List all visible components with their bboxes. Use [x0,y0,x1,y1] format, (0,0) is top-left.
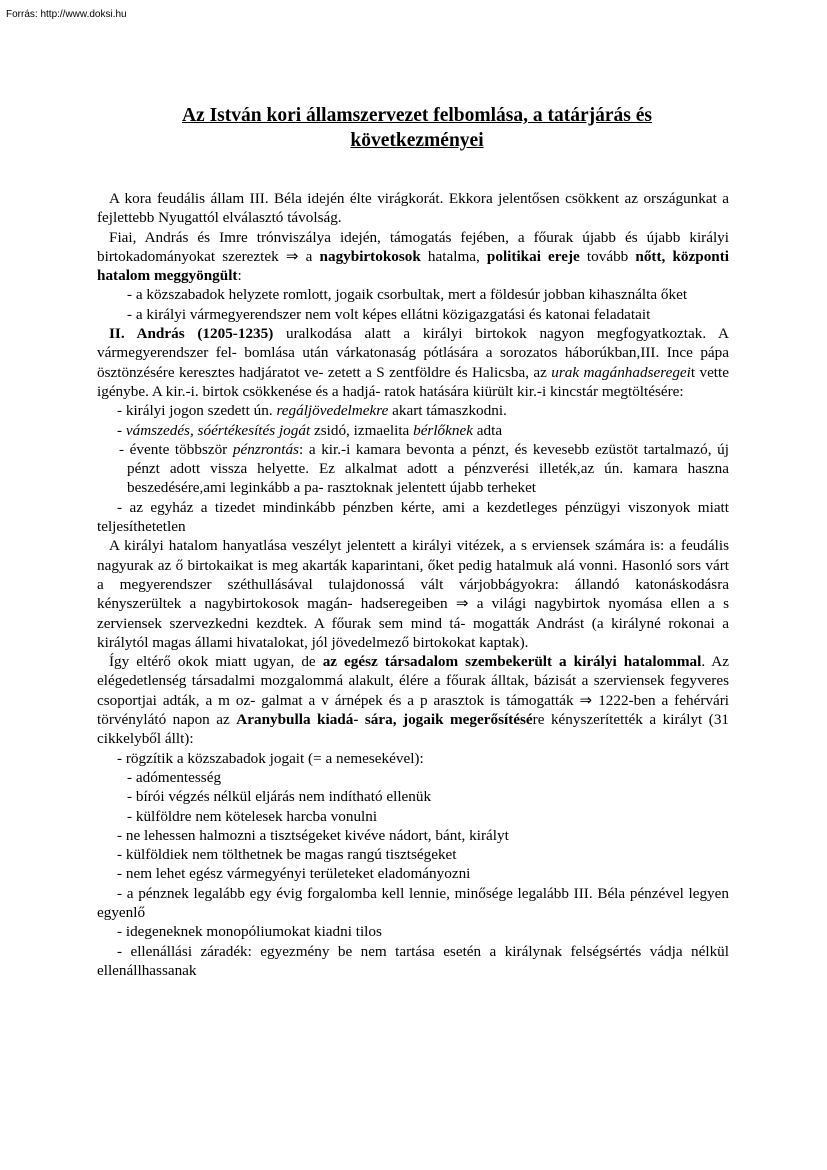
page-title [97,103,737,153]
list-item: - nem lehet egész vármegyényi területeket eladományozni [117,865,471,883]
list-item: - ne lehessen halmozni a tisztségeket kivéve nádort, bánt, királyt [117,826,509,844]
list-item: - külföldre nem kötelesek harcba vonulni [127,807,378,825]
list-item: - a pénznek legalább egy évig forgalomba kell lennie, minősége legalább III. Béla pénzével legyen egyenlő [97,884,729,921]
paragraph-throne-dispute: Fiai, András és Imre trónviszálya idején, támogatás fejében, a főurak újabb és újabb királyi birtokadományokat szereztek ⇒ a nagybirtokosok hatalma, politikai ereje tovább nőtt, központi hatalom meggyöngült: [97,228,730,285]
list-item: - ellenállási záradék: egyezmény be nem tartása esetén a királynak felségsértés vádja nélkül ellenállhassanak [97,942,729,979]
source-url: Forrás: http://www.doksi.hu [6,9,127,20]
list-item: - évente többször pénzrontás: a kir.-i kamara bevonta a pénzt, és kevesebb ezüstöt tartalmazó, új pénzt adott vissza helyette. Ez alkalmat adott a pénzverési illeték,az ún. kamara haszna beszedésére,ami leginkább a pa- rasztoknak jelentett újabb terheket [119,440,729,497]
paragraph-royal-power: A királyi hatalom hanyatlása veszélyt jelentett a királyi vitézek, a s erviensek számára is: a feudális nagyurak az ő birtokaikat is meg akarták kaparintani, őket pedig hatalmuk alá vonni. Hasonló sors várt a megyerendszer széthullásával tulajdonossá vált várjobbágyokra: állandó katonáskodásra kényszerültek a nagybirtokosok magán- hadseregeiben ⇒ a világi nagybirtok nyomása ellen a s zerviensek szervezkedni kezdtek. A főurak sem mind tá- mogatták Andrást (a királyné rokonai a királytól magas állami hivatalokat, jól jövedelmező birtokokat kaptak). [97,537,729,651]
paragraph-golden-bull: Így eltérő okok miatt ugyan, de az egész társadalom szembekerült a királyi hatalommal. Az elégedetlenség társadalmi mozgalommá alakult, élére a főurak álltak, bázisát a szerviensek fegyveres csoportjai adták, a m oz- galmat a v árnépek és a p arasztok is támogatták ⇒ 1222-ben a fehérvári törvénylátó napon az Aranybulla kiadá- sára, jogaik megerősítésére kényszerítették a királyt (31 cikkelyből állt): [97,653,730,748]
list-item: - a közszabadok helyzete romlott, jogaik csorbultak, mert a földesúr jobban kihasználta őket [127,286,688,304]
list-item: - idegeneknek monopóliumokat kiadni tilos [117,923,382,941]
title-line-1: Az István kori államszervezet felbomlása, a tatárjárás és [181,105,653,126]
list-item: - adómentesség [127,768,222,786]
paragraph-intro: A kora feudális állam III. Béla idején élte virágkorát. Ekkora jelentősen csökkent az országunkat a fejlettebb Nyugattól elválasztó távolság. [97,190,729,227]
document-body [97,189,729,980]
list-item: - királyi jogon szedett ún. regáljövedelmekre akart támaszkodni. [117,402,507,420]
paragraph-andras: II. András (1205-1235) uralkodása alatt a királyi birtokok nagyon megfogyatkoztak. A vármegyerendszer fel- bomlása után várkatonaság pótlására a sorozatos háborúkban,III. Ince pápa ösztönzésére keresztes hadjáratot ve- zetett a S zentföldre és Halicsba, az urak magánhadseregeit vette igénybe. A kir.-i. birtok csökkenése és a hadjá- ratok hatására kiürült kir.-i kincstár megtöltésére: [97,325,729,400]
list-item: - külföldiek nem tölthetnek be magas rangú tisztségeket [117,846,457,864]
list-item: - az egyház a tizedet mindinkább pénzben kérte, ami a kezdetleges pénzügyi viszonyok miatt teljesíthetetlen [97,498,729,536]
list-item: - bírói végzés nélkül eljárás nem indítható ellenük [127,788,432,806]
list-item: - vámszedés, sóértékesítés jogát zsidó, izmaelita bérlőknek adta [117,421,503,439]
list-item: - a királyi vármegyerendszer nem volt képes ellátni közigazgatási és katonai feladatait [127,305,651,323]
list-item: - rögzítik a közszabadok jogait (= a nemesekével): [117,749,424,767]
title-line-2: következményei [350,130,484,151]
